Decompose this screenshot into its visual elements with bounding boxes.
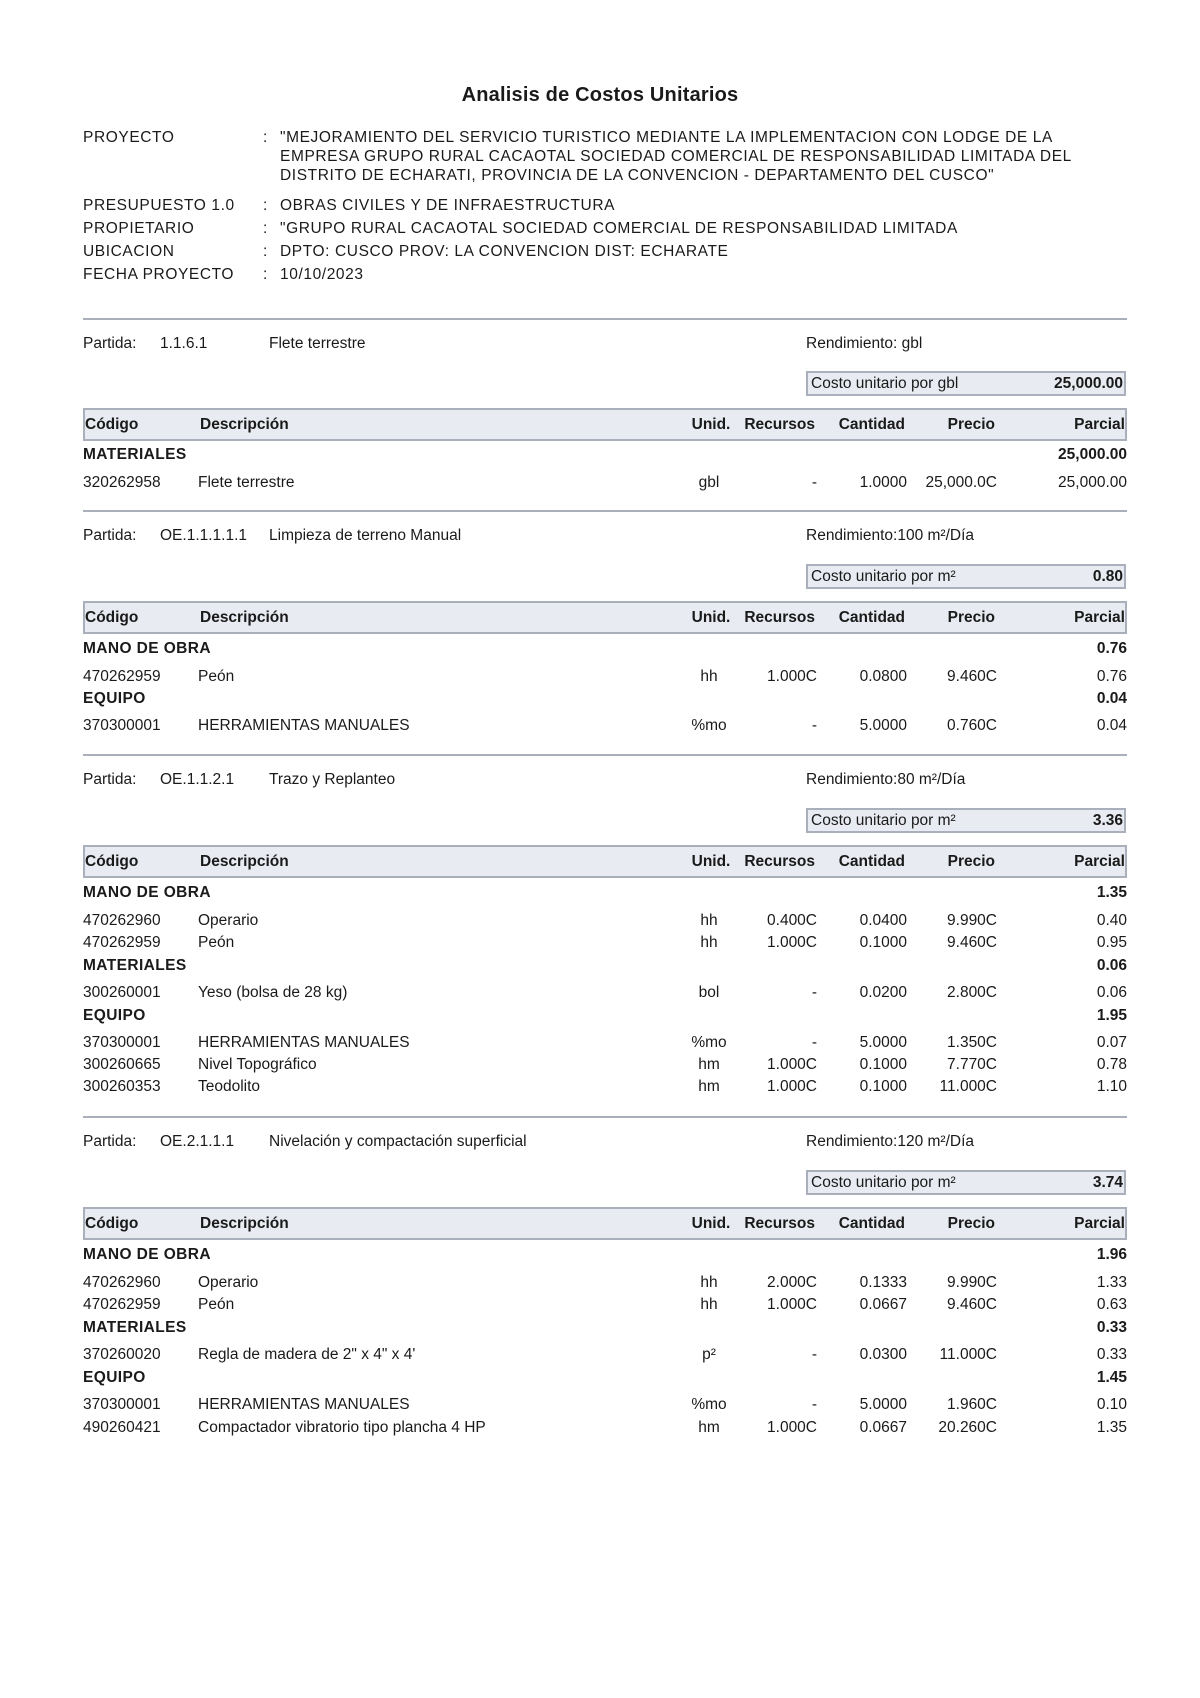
cell-cantidad: 0.1333 [859, 1274, 907, 1291]
cell-cantidad: 0.0400 [859, 912, 907, 929]
costo-unitario-label: Costo unitario por m² [811, 812, 956, 829]
category-row [83, 1005, 1127, 1027]
resource-row [83, 1294, 1127, 1316]
cell-codigo: 470262960 [83, 1274, 161, 1291]
partida-code: OE.1.1.2.1 [160, 771, 235, 788]
col-recursos: Recursos [744, 416, 815, 433]
header-label: UBICACION [83, 243, 175, 260]
cell-descripcion: Nivel Topográfico [198, 1056, 317, 1073]
cell-unid: hh [700, 912, 718, 929]
cell-unid: hh [700, 1274, 718, 1291]
cell-unid: bol [698, 984, 720, 1001]
column-header-row [83, 408, 1127, 441]
costo-unitario-box [806, 371, 1126, 396]
partida-rendimiento: Rendimiento:100 m²/Día [806, 527, 974, 544]
cell-recursos: 1.000C [767, 668, 817, 685]
cell-precio: 11.000C [939, 1346, 997, 1363]
category-name: MANO DE OBRA [83, 1246, 211, 1263]
col-codigo: Código [85, 1215, 139, 1232]
cell-parcial: 1.35 [1096, 1419, 1127, 1436]
column-header-row [83, 1207, 1127, 1240]
category-total: 1.95 [1096, 1007, 1127, 1024]
category-row [83, 444, 1127, 466]
cell-precio: 9.460C [947, 934, 997, 951]
category-row [83, 1367, 1127, 1389]
resource-row [83, 1417, 1127, 1439]
category-row [83, 1317, 1127, 1339]
cell-precio: 0.760C [947, 717, 997, 734]
header-colon: : [263, 129, 268, 146]
col-parcial: Parcial [1074, 416, 1125, 433]
partida-code: OE.2.1.1.1 [160, 1133, 235, 1150]
cell-parcial: 0.06 [1096, 984, 1127, 1001]
cell-cantidad: 0.1000 [859, 1078, 907, 1095]
header-value: 10/10/2023 [280, 266, 364, 283]
cell-unid: hm [698, 1078, 720, 1095]
cell-cantidad: 5.0000 [859, 717, 907, 734]
header-colon: : [263, 266, 268, 283]
col-descripcion: Descripción [200, 416, 289, 433]
costo-unitario-box [806, 564, 1126, 589]
cell-codigo: 470262959 [83, 934, 161, 951]
costo-unitario-box [806, 808, 1126, 833]
cell-unid: p² [702, 1346, 716, 1363]
document-title: Analisis de Costos Unitarios [461, 84, 739, 106]
col-cantidad: Cantidad [838, 609, 905, 626]
cell-parcial: 0.10 [1096, 1396, 1127, 1413]
partida-label: Partida: [83, 771, 137, 788]
col-descripcion: Descripción [200, 609, 289, 626]
cell-recursos: 1.000C [767, 1419, 817, 1436]
cell-recursos: - [811, 1396, 817, 1413]
section-divider [83, 318, 1127, 320]
cell-recursos: - [811, 984, 817, 1001]
category-name: MATERIALES [83, 446, 187, 463]
cell-descripcion: Peón [198, 934, 235, 951]
resource-row [83, 1344, 1127, 1366]
cell-descripcion: Yeso (bolsa de 28 kg) [198, 984, 348, 1001]
col-codigo: Código [85, 416, 139, 433]
cell-codigo: 300260353 [83, 1078, 161, 1095]
cell-codigo: 300260001 [83, 984, 161, 1001]
category-total: 0.76 [1096, 640, 1127, 657]
col-unid: Unid. [691, 609, 731, 626]
cell-precio: 25,000.0C [925, 474, 997, 491]
cell-precio: 1.960C [947, 1396, 997, 1413]
col-parcial: Parcial [1074, 609, 1125, 626]
cell-recursos: 2.000C [767, 1274, 817, 1291]
cell-recursos: - [811, 1034, 817, 1051]
resource-row [83, 910, 1127, 932]
cell-codigo: 470262959 [83, 1296, 161, 1313]
cell-recursos: 1.000C [767, 1056, 817, 1073]
col-precio: Precio [947, 853, 995, 870]
partida-label: Partida: [83, 1133, 137, 1150]
header-colon: : [263, 243, 268, 260]
cell-codigo: 320262958 [83, 474, 161, 491]
cell-unid: hh [700, 934, 718, 951]
category-total: 1.96 [1096, 1246, 1127, 1263]
header-colon: : [263, 197, 268, 214]
category-total: 1.45 [1096, 1369, 1127, 1386]
cell-parcial: 0.33 [1096, 1346, 1127, 1363]
header-label: PROPIETARIO [83, 220, 195, 237]
resource-row [83, 1032, 1127, 1054]
costo-unitario-label: Costo unitario por m² [811, 1174, 956, 1191]
col-codigo: Código [85, 609, 139, 626]
cell-descripcion: HERRAMIENTAS MANUALES [198, 1034, 410, 1051]
category-total: 25,000.00 [1058, 446, 1127, 463]
cell-descripcion: HERRAMIENTAS MANUALES [198, 717, 410, 734]
costo-unitario-value: 3.74 [1092, 1174, 1123, 1191]
cell-precio: 7.770C [947, 1056, 997, 1073]
category-total: 0.04 [1096, 690, 1127, 707]
costo-unitario-label: Costo unitario por gbl [811, 375, 959, 392]
partida-label: Partida: [83, 335, 137, 352]
partida-rendimiento: Rendimiento:80 m²/Día [806, 771, 966, 788]
cell-codigo: 370260020 [83, 1346, 161, 1363]
cell-parcial: 0.78 [1096, 1056, 1127, 1073]
cell-parcial: 0.95 [1096, 934, 1127, 951]
cell-codigo: 470262960 [83, 912, 161, 929]
cell-precio: 9.990C [947, 912, 997, 929]
header-presupuesto [83, 196, 1133, 215]
col-precio: Precio [947, 1215, 995, 1232]
cell-parcial: 0.40 [1096, 912, 1127, 929]
cell-recursos: 0.400C [767, 912, 817, 929]
category-row [83, 638, 1127, 660]
cell-unid: %mo [691, 1396, 727, 1413]
col-recursos: Recursos [744, 609, 815, 626]
category-row [83, 1244, 1127, 1266]
cell-codigo: 370300001 [83, 717, 161, 734]
category-name: MANO DE OBRA [83, 640, 211, 657]
partida-rendimiento: Rendimiento: gbl [806, 335, 923, 352]
header-proyecto [83, 128, 1133, 185]
col-precio: Precio [947, 609, 995, 626]
cell-descripcion: Operario [198, 912, 259, 929]
partida-label: Partida: [83, 527, 137, 544]
cell-recursos: 1.000C [767, 934, 817, 951]
cell-precio: 9.990C [947, 1274, 997, 1291]
cell-recursos: - [811, 1346, 817, 1363]
cell-descripcion: Teodolito [198, 1078, 261, 1095]
col-descripcion: Descripción [200, 1215, 289, 1232]
col-unid: Unid. [691, 853, 731, 870]
col-recursos: Recursos [744, 853, 815, 870]
partida-name: Nivelación y compactación superficial [269, 1133, 527, 1150]
cell-codigo: 300260665 [83, 1056, 161, 1073]
partida-code: OE.1.1.1.1.1 [160, 527, 248, 544]
cell-cantidad: 5.0000 [859, 1034, 907, 1051]
cell-codigo: 470262959 [83, 668, 161, 685]
costo-unitario-label: Costo unitario por m² [811, 568, 956, 585]
cell-unid: hh [700, 1296, 718, 1313]
costo-unitario-value: 0.80 [1092, 568, 1123, 585]
cell-unid: %mo [691, 1034, 727, 1051]
partida-rendimiento: Rendimiento:120 m²/Día [806, 1133, 974, 1150]
partida-name: Flete terrestre [269, 335, 366, 352]
partida-name: Limpieza de terreno Manual [269, 527, 462, 544]
category-row [83, 882, 1127, 904]
cell-cantidad: 0.1000 [859, 1056, 907, 1073]
section-divider [83, 754, 1127, 756]
col-codigo: Código [85, 853, 139, 870]
category-row [83, 688, 1127, 710]
cell-descripcion: Flete terrestre [198, 474, 295, 491]
cell-precio: 9.460C [947, 668, 997, 685]
costo-unitario-value: 3.36 [1092, 812, 1123, 829]
col-unid: Unid. [691, 416, 731, 433]
partida-code: 1.1.6.1 [160, 335, 208, 352]
cell-recursos: - [811, 717, 817, 734]
cell-cantidad: 5.0000 [859, 1396, 907, 1413]
cell-descripcion: HERRAMIENTAS MANUALES [198, 1396, 410, 1413]
header-value: "GRUPO RURAL CACAOTAL SOCIEDAD COMERCIAL DE RESPONSABILIDAD LIMITADA [280, 220, 958, 237]
col-parcial: Parcial [1074, 1215, 1125, 1232]
cell-codigo: 490260421 [83, 1419, 161, 1436]
cell-parcial: 0.04 [1096, 717, 1127, 734]
resource-row [83, 932, 1127, 954]
resource-row [83, 472, 1127, 494]
column-header-row [83, 601, 1127, 634]
cell-recursos: 1.000C [767, 1296, 817, 1313]
header-fecha [83, 265, 1133, 284]
cell-recursos: - [811, 474, 817, 491]
resource-row [83, 1054, 1127, 1076]
cell-cantidad: 1.0000 [859, 474, 907, 491]
header-label: FECHA PROYECTO [83, 266, 235, 283]
category-total: 1.35 [1096, 884, 1127, 901]
category-row [83, 955, 1127, 977]
header-value: OBRAS CIVILES Y DE INFRAESTRUCTURA [280, 197, 616, 214]
cell-codigo: 370300001 [83, 1396, 161, 1413]
header-propietario [83, 219, 1133, 238]
cell-unid: hm [698, 1056, 720, 1073]
col-parcial: Parcial [1074, 853, 1125, 870]
category-name: MATERIALES [83, 957, 187, 974]
cell-unid: gbl [698, 474, 720, 491]
resource-row [83, 1076, 1127, 1098]
col-cantidad: Cantidad [838, 853, 905, 870]
costo-unitario-value: 25,000.00 [1054, 375, 1123, 392]
cell-descripcion: Compactador vibratorio tipo plancha 4 HP [198, 1419, 486, 1436]
header-ubicacion [83, 242, 1133, 261]
col-descripcion: Descripción [200, 853, 289, 870]
cell-unid: hh [700, 668, 718, 685]
header-label: PRESUPUESTO 1.0 [83, 197, 235, 214]
header-value: DPTO: CUSCO PROV: LA CONVENCION DIST: ECHARATE [280, 243, 729, 260]
resource-row [83, 666, 1127, 688]
cell-parcial: 0.76 [1096, 668, 1127, 685]
cell-parcial: 25,000.00 [1058, 474, 1127, 491]
cell-precio: 1.350C [947, 1034, 997, 1051]
header-value: "MEJORAMIENTO DEL SERVICIO TURISTICO MEDIANTE LA IMPLEMENTACION CON LODGE DE LA EMPRESA GRUPO RURAL CACAOTAL SOCIEDAD COMERCIAL DE RESPONSABILIDAD LIMITADA DEL DISTRITO DE ECHARATI, PROVINCIA DE LA CONVENCION - DEPARTAMENTO DEL CUSCO" [280, 129, 1072, 184]
cell-parcial: 0.63 [1096, 1296, 1127, 1313]
cell-precio: 11.000C [939, 1078, 997, 1095]
cell-cantidad: 0.0800 [859, 668, 907, 685]
col-unid: Unid. [691, 1215, 731, 1232]
cell-cantidad: 0.0667 [859, 1296, 907, 1313]
cell-cantidad: 0.0667 [859, 1419, 907, 1436]
section-divider [83, 510, 1127, 512]
cell-descripcion: Peón [198, 668, 235, 685]
cell-descripcion: Peón [198, 1296, 235, 1313]
header-label: PROYECTO [83, 129, 175, 146]
cell-parcial: 1.10 [1096, 1078, 1127, 1095]
category-name: EQUIPO [83, 1369, 146, 1386]
cell-unid: %mo [691, 717, 727, 734]
partida-header [83, 770, 1127, 790]
partida-header [83, 334, 1127, 354]
col-recursos: Recursos [744, 1215, 815, 1232]
cell-unid: hm [698, 1419, 720, 1436]
cell-descripcion: Regla de madera de 2" x 4" x 4' [198, 1346, 416, 1363]
col-precio: Precio [947, 416, 995, 433]
col-cantidad: Cantidad [838, 1215, 905, 1232]
costo-unitario-box [806, 1170, 1126, 1195]
partida-header [83, 1132, 1127, 1152]
resource-row [83, 982, 1127, 1004]
cell-cantidad: 0.0200 [859, 984, 907, 1001]
cell-parcial: 0.07 [1096, 1034, 1127, 1051]
cell-precio: 9.460C [947, 1296, 997, 1313]
category-total: 0.33 [1096, 1319, 1127, 1336]
cell-precio: 2.800C [947, 984, 997, 1001]
section-divider [83, 1116, 1127, 1118]
cell-precio: 20.260C [938, 1419, 997, 1436]
cell-cantidad: 0.0300 [859, 1346, 907, 1363]
category-name: EQUIPO [83, 690, 146, 707]
resource-row [83, 1272, 1127, 1294]
category-total: 0.06 [1096, 957, 1127, 974]
cell-cantidad: 0.1000 [859, 934, 907, 951]
header-colon: : [263, 220, 268, 237]
resource-row [83, 715, 1127, 737]
cell-recursos: 1.000C [767, 1078, 817, 1095]
category-name: MATERIALES [83, 1319, 187, 1336]
cell-parcial: 1.33 [1096, 1274, 1127, 1291]
category-name: EQUIPO [83, 1007, 146, 1024]
partida-header [83, 526, 1127, 546]
category-name: MANO DE OBRA [83, 884, 211, 901]
cell-descripcion: Operario [198, 1274, 259, 1291]
col-cantidad: Cantidad [838, 416, 905, 433]
column-header-row [83, 845, 1127, 878]
cell-codigo: 370300001 [83, 1034, 161, 1051]
partida-name: Trazo y Replanteo [269, 771, 396, 788]
resource-row [83, 1394, 1127, 1416]
